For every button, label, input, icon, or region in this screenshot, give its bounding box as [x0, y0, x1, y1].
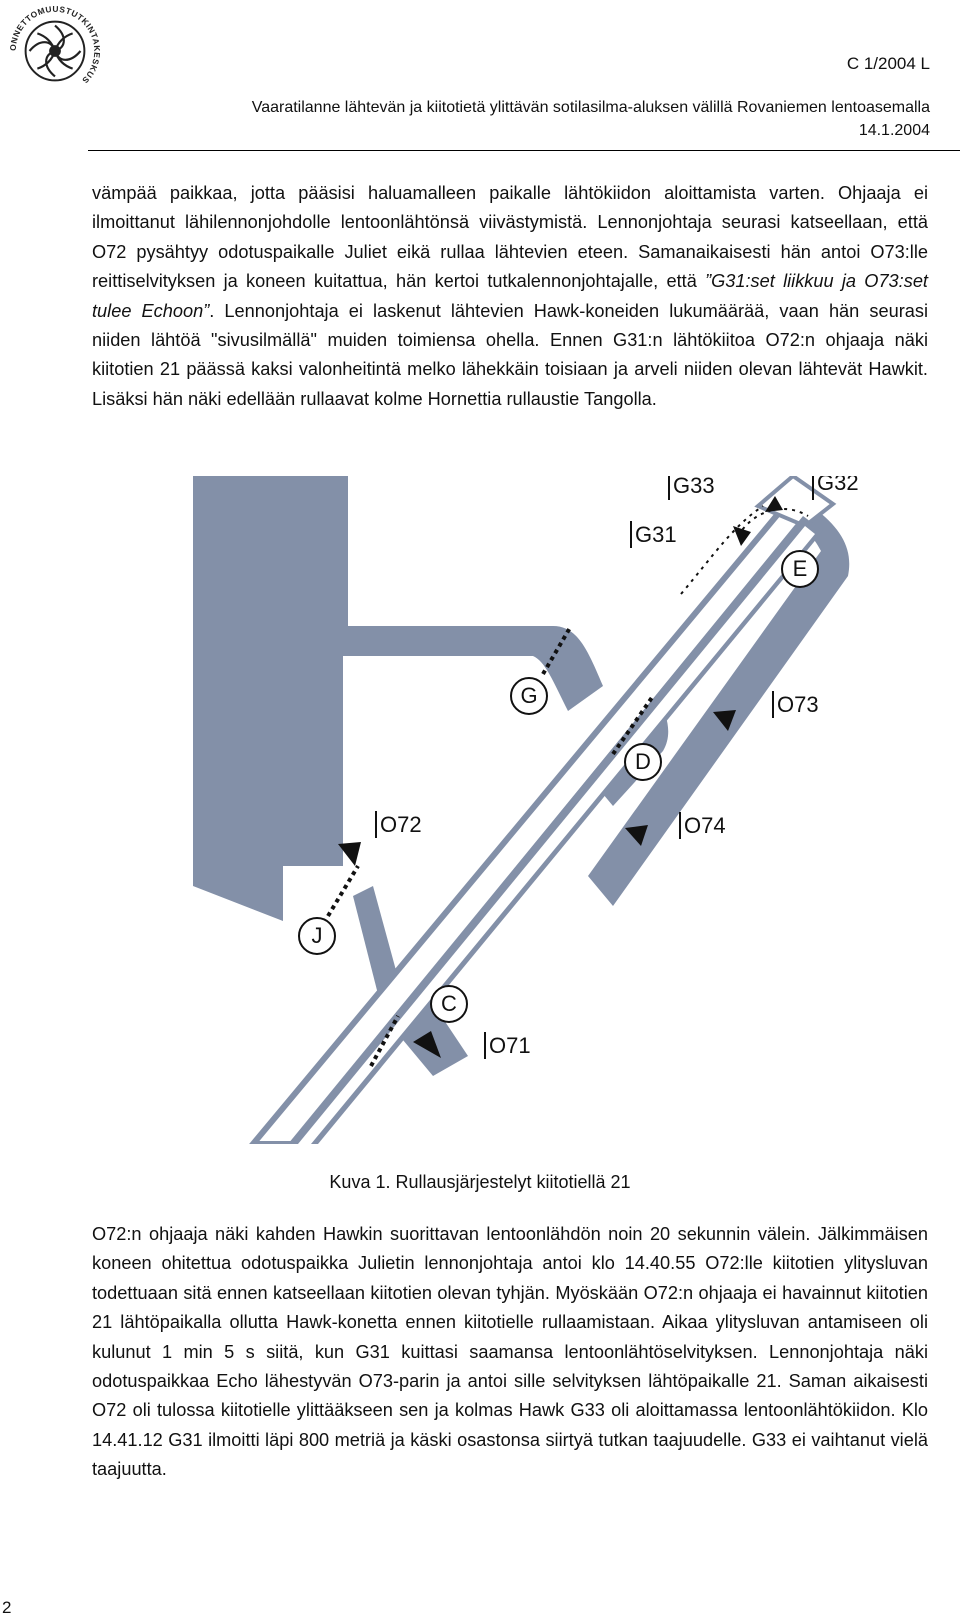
label-g31: G31 [635, 522, 677, 547]
label-o74: O74 [684, 813, 726, 838]
label-o73: O73 [777, 692, 819, 717]
body-paragraph-1 [92, 179, 928, 414]
report-date: 14.1.2004 [858, 122, 930, 139]
report-title-line1: Vaaratilanne lähtevän ja kiitotietä ylittävän sotilasilma-aluksen välillä Rovaniemen lentoasemalla [251, 99, 930, 116]
agency-logo [6, 2, 104, 100]
label-g32: G32 [817, 476, 859, 495]
label-g: G [520, 683, 538, 708]
svg-text:ONNETTOMUUSTUTKINTAKESKUS: ONNETTOMUUSTUTKINTAKESKUS [7, 3, 103, 86]
body-paragraph-2: O72:n ohjaaja näki kahden Hawkin suorittavan lentoonlähdön noin 20 sekunnin välein. Jälkimmäisen koneen ohitettua odotuspaikka Julietin lennonjohtaja antoi klo 14.40.55 O72:lle kiitotien ylitysluvan todettuaan sitä ennen katseellaan kiitotien olevan tyhjän. Myöskään O72:n ohjaaja ei havainnut kiitotien 21 lähtöpaikalla ollutta Hawk-konetta ennen kiitotielle rullaamistaan. Aikaa ylitysluvan antamiseen oli kulunut 1 min 5 s siitä, kun G31 kuittasi saamansa lentoonlähtöselvityksen. Lennonjohtaja näki odotuspaikkaa Echo lähestyvän O73-parin ja antoi sille selvityksen lähtöpaikalle 21. Saman aikaisesti O72 oli tulossa kiitotielle ylittääkseen sen ja kolmas Hawk G33 oli aloittamassa lentoonlähtökiidon. Klo 14.41.12 G31 ilmoitti läpi 800 metriä ja käski osastonsa siirtyä tutkan taajuudelle. G33 ei vaihtanut vielä taajuutta. [92, 1224, 928, 1480]
label-o71: O71 [489, 1033, 531, 1058]
label-d: D [635, 749, 651, 774]
page-number: 2 [2, 1598, 12, 1617]
label-c: C [441, 991, 457, 1016]
label-j: J [311, 923, 323, 948]
figure-caption: Kuva 1. Rullausjärjestelyt kiitotiellä 21 [329, 1172, 631, 1192]
document-code: C 1/2004 L [846, 54, 930, 73]
taxiway-diagram [193, 476, 898, 1144]
label-o72: O72 [380, 812, 422, 837]
report-title [252, 96, 930, 142]
header-rule [88, 150, 960, 151]
paragraph1-text-b: . Lennonjohtaja ei laskenut lähtevien Hawk-koneiden lukumäärää, vaan hän seurasi niiden lähtöä "sivusilmällä" muiden toimiensa ohella. Ennen G31:n lähtökiitoa O72:n ohjaaja näki kiitotien 21 päässä kaksi valonheitintä melko lähekkäin toisiaan ja arveli niiden olevan lähtevät Hawkit. Lisäksi hän näki edellään rullaavat kolme Hornettia rullaustie Tangolla. [92, 300, 929, 409]
quoted-speech: ”G31:set liikkuu ja O73:set tulee Echoon” [92, 271, 928, 321]
label-e: E [792, 556, 808, 581]
paragraph1-text-a: vämpää paikkaa, jotta pääsisi haluamalleen paikalle lähtökiidon aloittamista varten. Ohjaaja ei ilmoittanut lähilennonjohdolle lentoonlähtönsä viivästymistä. Lennonjohtaja seurasi katseellaan, että O72 pysähtyy odotuspaikalle Juliet eikä rullaa lähtevien eteen. Samanaikaisesti hän antoi O73:lle reittiselvityksen ja koneen kuitattua, hän kertoi tutkalennonjohtajalle, että [92, 183, 928, 292]
label-g33: G33 [673, 476, 715, 498]
